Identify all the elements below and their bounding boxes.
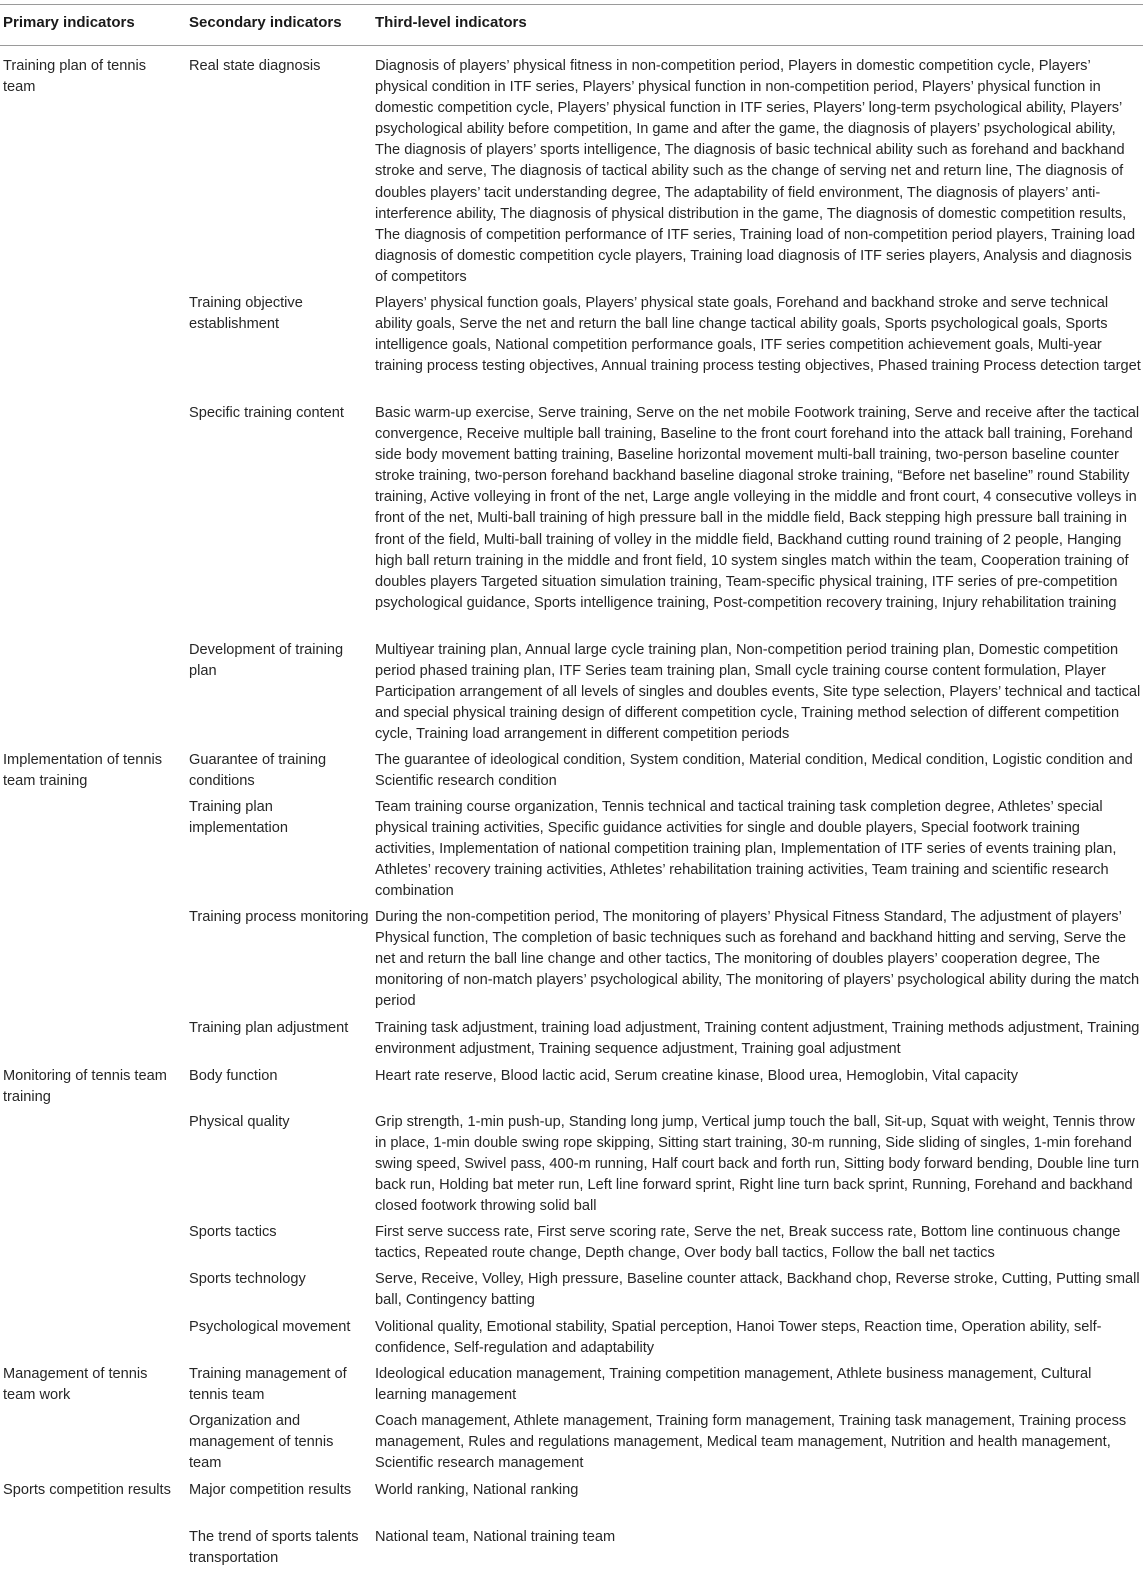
third-development-plan: Multiyear training plan, Annual large cycle training plan, Non-competition period training plan, Domestic competition period phased training plan, ITF Series team training plan, Small cycle training course content formulation, Player Participation arrangement of all levels of singles and doubles events, Site type selection, Players’ technical and tactical and special physical training design of different competition cycle, Training method selection of different competition cycle, Training load arrangement in different competition periods: [375, 642, 1141, 743]
header-third-level-indicators: Third-level indicators: [375, 14, 527, 31]
secondary-training-management: Training management of tennis team: [189, 1366, 347, 1404]
header-bottom-rule: [0, 45, 1143, 46]
primary-management: Management of tennis team work: [3, 1366, 148, 1404]
third-psychological-movement: Volitional quality, Emotional stability, Spatial perception, Hanoi Tower steps, Reaction time, Operation ability, self-confidence, Self-regulation and adaptability: [375, 1319, 1102, 1357]
secondary-sports-tactics: Sports tactics: [189, 1224, 277, 1240]
third-specific-content: Basic warm-up exercise, Serve training, Serve on the net mobile Footwork training, Serve and receive after the tactical convergence, Receive multiple ball training, Baseline to the front court forehand into the attack ball training, Forehand side body movement batting training, Baseline horizontal movement multi-ball training, two-person baseline counter stroke training, two-person forehand backhand baseline diagonal stroke training, “Before net baseline” round Stability training, Active volleying in front of the net, Large angle volleying in the middle and front court, 4 consecutive volleys in front of the net, Multi-ball training of high pressure ball in the middle field, Back stepping high pressure ball training in front of the field, Multi-ball training of volley in the middle field, Backhand cutting round training of 2 people, Hanging high ball return training in the middle and front field, 10 system singles match within the team, Cooperation training of doubles players Targeted situation simulation training, Team-specific physical training, ITF series of pre-competition psychological guidance, Sports intelligence training, Post-competition recovery training, Injury rehabilitation training: [375, 405, 1140, 611]
third-training-management: Ideological education management, Training competition management, Athlete business management, Cultural learning management: [375, 1366, 1092, 1404]
secondary-specific-content: Specific training content: [189, 405, 344, 421]
secondary-plan-adjustment: Training plan adjustment: [189, 1020, 349, 1036]
header-secondary-indicators: Secondary indicators: [189, 14, 342, 31]
secondary-organization-management: Organization and management of tennis team: [189, 1413, 334, 1472]
primary-monitoring: Monitoring of tennis team training: [3, 1068, 167, 1106]
table-top-rule: [0, 4, 1143, 5]
third-plan-implementation: Team training course organization, Tennis technical and tactical training task completion degree, Athletes’ special physical training activities, Specific guidance activities for single and double players, Special footwork training activities, Implementation of national competition training plan, Implementation of ITF series of events training plan, Athletes’ recovery training activities, Athletes’ rehabilitation training activities, Team training and scientific research combination: [375, 799, 1117, 900]
third-guarantee-conditions: The guarantee of ideological condition, System condition, Material condition, Medical condition, Logistic condition and Scientific research condition: [375, 752, 1133, 790]
third-major-competition-results: World ranking, National ranking: [375, 1482, 579, 1498]
secondary-talents-transportation: The trend of sports talents transportation: [189, 1529, 359, 1567]
secondary-development-plan: Development of training plan: [189, 642, 344, 680]
third-sports-technology: Serve, Receive, Volley, High pressure, Baseline counter attack, Backhand chop, Reverse stroke, Cutting, Putting small ball, Contingency batting: [375, 1271, 1140, 1309]
secondary-process-monitoring: Training process monitoring: [189, 909, 369, 925]
third-physical-quality: Grip strength, 1-min push-up, Standing long jump, Vertical jump touch the ball, Sit-up, Squat with weight, Tennis throw in place, 1-min double swing rope skipping, Sitting start training, 30-m running, Side sliding of singles, 1-min forehand swing speed, Swivel pass, 400-m running, Half court back and forth run, Sitting body forward bending, Double line turn back run, Holding bat meter run, Left line forward sprint, Right line turn back sprint, Running, Forehand and backhand closed footwork throwing solid ball: [375, 1114, 1140, 1215]
secondary-sports-technology: Sports technology: [189, 1271, 306, 1287]
secondary-plan-implementation: Training plan implementation: [189, 799, 288, 837]
primary-implementation: Implementation of tennis team training: [3, 752, 162, 790]
third-talents-transportation: National team, National training team: [375, 1529, 616, 1545]
header-primary-indicators: Primary indicators: [3, 14, 135, 31]
third-process-monitoring: During the non-competition period, The monitoring of players’ Physical Fitness Standard, The adjustment of players’ Physical function, The completion of basic techniques such as forehand and backhand hitting and serving, Serve the net and return the ball line change and other tactics, The monitoring of doubles players’ cooperation degree, The monitoring of non-match players’ psychological ability, The monitoring of players’ psychological ability during the match period: [375, 909, 1140, 1010]
secondary-guarantee-conditions: Guarantee of training conditions: [189, 752, 327, 790]
third-real-state-diagnosis: Diagnosis of players’ physical fitness in non-competition period, Players in domestic competition cycle, Players’ physical condition in ITF series, Players’ physical function in non-competition period, Players’ physical function in domestic competition cycle, Players’ physical function in ITF series, Players’ long-term psychological ability, Players’ psychological ability before competition, In game and after the game, the diagnosis of players’ psychological ability, The diagnosis of players’ sports intelligence, The diagnosis of basic technical ability such as forehand and backhand stroke and serve, The diagnosis of tactical ability such as the change of serving net and return line, The diagnosis of doubles players’ tacit understanding degree, The adaptability of field environment, The diagnosis of players’ anti-interference ability, The diagnosis of physical distribution in the game, The diagnosis of domestic competition results, The diagnosis of competition performance of ITF series, Training load of non-competition period players, Training load diagnosis of domestic competition cycle players, Training load diagnosis of ITF series players, Analysis and diagnosis of competitors: [375, 58, 1136, 285]
third-organization-management: Coach management, Athlete management, Training form management, Training task management, Training process management, Rules and regulations management, Medical team management, Nutrition and health management, Scientific research management: [375, 1413, 1127, 1472]
third-sports-tactics: First serve success rate, First serve scoring rate, Serve the net, Break success rate, Bottom line continuous change tactics, Repeated route change, Depth change, Over body ball tactics, Follow the ball net tactics: [375, 1224, 1121, 1262]
secondary-body-function: Body function: [189, 1068, 278, 1084]
secondary-real-state-diagnosis: Real state diagnosis: [189, 58, 321, 74]
secondary-major-competition-results: Major competition results: [189, 1482, 352, 1498]
secondary-psychological-movement: Psychological movement: [189, 1319, 351, 1335]
third-body-function: Heart rate reserve, Blood lactic acid, Serum creatine kinase, Blood urea, Hemoglobin, Vital capacity: [375, 1068, 1018, 1084]
secondary-training-objective: Training objective establishment: [189, 295, 303, 333]
third-training-objective: Players’ physical function goals, Players’ physical state goals, Forehand and backhand stroke and serve technical ability goals, Serve the net and return the ball line change tactical ability goals, Sports psychological goals, Sports intelligence goals, National competition performance goals, ITF series competition achievement goals, Multi-year training process testing objectives, Annual training process testing objectives, Phased training Process detection target: [375, 295, 1141, 375]
primary-training-plan: Training plan of tennis team: [3, 58, 147, 96]
third-plan-adjustment: Training task adjustment, training load adjustment, Training content adjustment, Training methods adjustment, Training environment adjustment, Training sequence adjustment, Training goal adjustment: [375, 1020, 1140, 1058]
primary-competition-results: Sports competition results: [3, 1482, 171, 1498]
secondary-physical-quality: Physical quality: [189, 1114, 290, 1130]
